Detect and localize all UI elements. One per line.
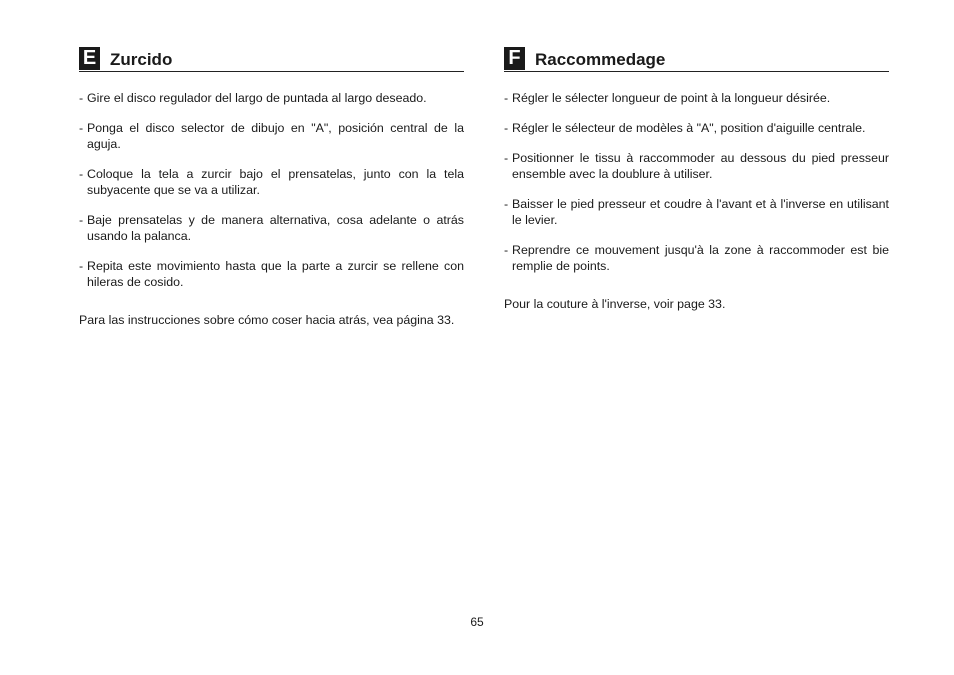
dash-bullet: - [79, 213, 84, 227]
dash-bullet: - [79, 259, 84, 273]
french-section [504, 46, 889, 324]
dash-bullet: - [79, 121, 84, 135]
step-text: Ponga el disco selector de dibujo en "A", posición central de la aguja. [87, 121, 464, 151]
step-text: Régler le sélecteur de modèles à "A", position d'aiguille centrale. [512, 121, 866, 135]
spanish-section [79, 46, 464, 340]
language-badge-e: E [79, 47, 100, 70]
list-item [504, 90, 889, 106]
list-item [504, 242, 889, 274]
list-item [504, 120, 889, 136]
list-item [79, 90, 464, 106]
step-text: Baisser le pied presseur et coudre à l'avant et à l'inverse en utilisant le levier. [512, 197, 889, 227]
spanish-section-header [79, 46, 464, 72]
list-item [504, 150, 889, 182]
step-text: Repita este movimiento hasta que la parte a zurcir se rellene con hileras de cosido. [87, 259, 464, 289]
dash-bullet: - [504, 151, 509, 165]
step-text: Coloque la tela a zurcir bajo el prensatelas, junto con la tela subyacente que se va a utilizar. [87, 167, 464, 197]
french-steps-list [504, 90, 889, 274]
step-text: Baje prensatelas y de manera alternativa, cosa adelante o atrás usando la palanca. [87, 213, 464, 243]
step-text: Reprendre ce mouvement jusqu'à la zone à raccommoder est bie remplie de points. [512, 243, 889, 273]
step-text: Régler le sélecter longueur de point à la longueur désirée. [512, 91, 831, 105]
step-text: Gire el disco regulador del largo de puntada al largo deseado. [87, 91, 427, 105]
list-item [79, 120, 464, 152]
language-badge-f: F [504, 47, 525, 70]
dash-bullet: - [504, 121, 509, 135]
dash-bullet: - [504, 91, 509, 105]
list-item [79, 258, 464, 290]
dash-bullet: - [504, 197, 509, 211]
section-title-raccommedage: Raccommedage [535, 50, 666, 69]
reverse-sewing-note: Pour la couture à l'inverse, voir page 33. [504, 297, 726, 311]
dash-bullet: - [79, 167, 84, 181]
dash-bullet: - [79, 91, 84, 105]
reverse-sewing-note: Para las instrucciones sobre cómo coser hacia atrás, vea página 33. [79, 313, 455, 327]
list-item [79, 212, 464, 244]
dash-bullet: - [504, 243, 509, 257]
french-section-header [504, 46, 889, 72]
step-text: Positionner le tissu à raccommoder au dessous du pied presseur ensemble avec la doublure à utiliser. [512, 151, 889, 181]
page-number: 65 [470, 615, 484, 629]
section-title-zurcido: Zurcido [110, 50, 173, 69]
list-item [79, 166, 464, 198]
spanish-steps-list [79, 90, 464, 290]
list-item [504, 196, 889, 228]
